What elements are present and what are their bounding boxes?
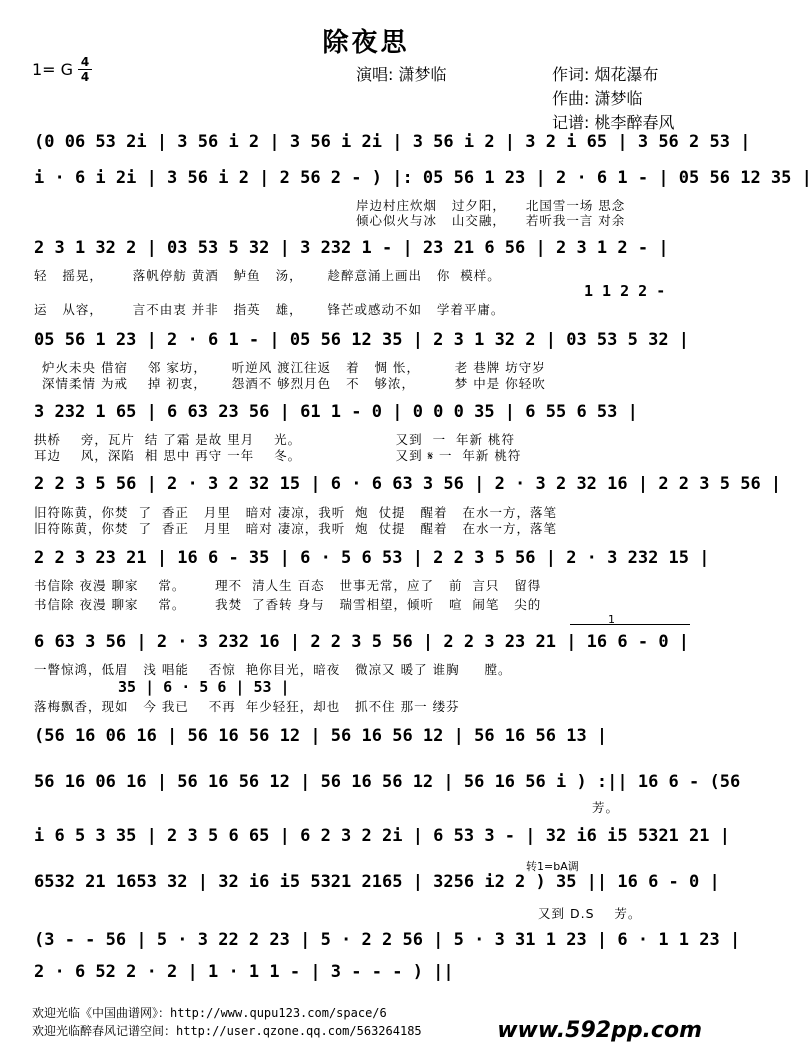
lyric-line-4b: 深情柔情 为戒 掉 初衷， 怨酒不 够烈月色 不 够浓， 梦 中是 你轻吹 bbox=[42, 376, 546, 391]
notation-line-4: 05 56 1 23 | 2 · 6 1 - | 05 56 12 35 | 2 3 1 32 2 | 03 53 5 32 | bbox=[34, 330, 690, 350]
lyric-line-2a: 岸边村庄炊烟 过夕阳， 北国雪一场 思念 bbox=[356, 198, 626, 213]
notation-line-8: 6 63 3 56 | 2 · 3 232 16 | 2 2 3 5 56 | 2 2 3 23 21 | 16 6 - 0 | bbox=[34, 632, 690, 652]
lyric-line-8c: 落梅飘香，现如 今 我已 不再 年少轻狂，却也 抓不住 那一 缕芬 bbox=[34, 699, 460, 714]
notation-line-3: 2 3 1 32 2 | 03 53 5 32 | 3 232 1 - | 23 21 6 56 | 2 3 1 2 - | bbox=[34, 238, 669, 258]
time-signature bbox=[78, 56, 92, 83]
volta-marker: 1 bbox=[608, 613, 615, 626]
notation-line-3-alt: 1 1 2 2 - bbox=[584, 282, 666, 300]
notation-line-10: 56 16 06 16 | 56 16 56 12 | 56 16 56 12 | 56 16 56 i ) :|| 16 6 - (56 bbox=[34, 772, 741, 792]
notation-line-14: 2 · 6 52 2 · 2 | 1 · 1 1 - | 3 - - - ) || bbox=[34, 962, 454, 982]
lyric-line-2b: 倾心似火与冰 山交融， 若听我一言 对余 bbox=[356, 213, 626, 228]
lyric-line-4a: 炉火未央 借宿 邻 家坊， 听逆风 渡江往返 着 惆 怅， 老 巷牌 坊守岁 bbox=[42, 360, 546, 375]
modulation-marker: 转1=bA调 bbox=[526, 860, 579, 873]
notation-line-13: (3 - - 56 | 5 · 3 22 2 23 | 5 · 2 2 56 | 5 · 3 31 1 23 | 6 · 1 1 23 | bbox=[34, 930, 741, 950]
page-title: 除夜思 bbox=[322, 28, 410, 58]
lyric-line-5b: 耳边 风，深陷 相 思中 再守 一年 冬。 又到 𝄋 一 年新 桃符 bbox=[34, 448, 522, 463]
singer-credit: 演唱: 潇梦临 bbox=[356, 65, 447, 84]
notation-line-7: 2 2 3 23 21 | 16 6 - 35 | 6 · 5 6 53 | 2 2 3 5 56 | 2 · 3 232 15 | bbox=[34, 548, 710, 568]
key-signature: 1= G bbox=[32, 60, 74, 79]
notation-line-1: (0 06 53 2i | 3 56 i 2 | 3 56 i 2i | 3 56 i 2 | 3 2 i 65 | 3 56 2 53 | bbox=[34, 132, 751, 152]
transcriber-credit: 记谱: 桃李醉春风 bbox=[552, 113, 675, 132]
lyric-line-8a: 一瞥惊鸿，低眉 浅 唱能 否惊 艳你目光，暗夜 微凉又 暖了 谁胸 膛。 bbox=[34, 662, 512, 677]
footer-link-2[interactable]: 欢迎光临醉春风记谱空间：http://user.qzone.qq.com/563264185 bbox=[32, 1024, 422, 1038]
lyric-line-7b: 书信除 夜漫 聊家 常。 我焚 了香转 身与 瑞雪相望，倾听 喧 闹笔 尖的 bbox=[34, 597, 542, 612]
time-signature-bottom: 4 bbox=[80, 70, 90, 84]
notation-line-12: 6532 21 1653 32 | 32 i6 i5 5321 2165 | 3256 i2 2 ) 35 || 16 6 - 0 | bbox=[34, 872, 720, 892]
composer-credit: 作曲: 潇梦临 bbox=[552, 89, 643, 108]
time-signature-top: 4 bbox=[80, 55, 90, 69]
notation-line-11: i 6 5 3 35 | 2 3 5 6 65 | 6 2 3 2 2i | 6 53 3 - | 32 i6 i5 5321 21 | bbox=[34, 826, 730, 846]
lyric-line-6a: 旧符陈黄，你焚 了 香正 月里 暗对 凄凉，我听 炮 仗提 醒着 在水一方，落笔 bbox=[34, 505, 557, 520]
lyric-line-10: 芳。 bbox=[592, 800, 620, 815]
notation-line-6: 2 2 3 5 56 | 2 · 3 2 32 15 | 6 · 6 63 3 56 | 2 · 3 2 32 16 | 2 2 3 5 56 | bbox=[34, 474, 782, 494]
watermark-logo: www.592pp.com bbox=[497, 1018, 702, 1043]
footer-link-1[interactable]: 欢迎光临《中国曲谱网》：http://www.qupu123.com/space/6 bbox=[32, 1006, 387, 1020]
lyric-line-6b: 旧符陈黄，你焚 了 香正 月里 暗对 凄凉，我听 炮 仗提 醒着 在水一方，落笔 bbox=[34, 521, 557, 536]
lyricist-credit: 作词: 烟花瀑布 bbox=[552, 65, 659, 84]
lyric-line-3a: 轻 摇晃， 落帆停舫 黄酒 鲈鱼 汤， 趁醉意涌上画出 你 模样。 bbox=[34, 268, 501, 283]
lyric-line-5a: 拱桥 旁，瓦片 结 了霜 是故 里月 光。 又到 一 年新 桃符 bbox=[34, 432, 516, 447]
lyric-line-3b: 运 从容， 言不由衷 并非 指英 雄， 锋芒或感动不如 学着平庸。 bbox=[34, 302, 505, 317]
volta-bracket bbox=[570, 624, 690, 625]
lyric-line-12: 又到 D.S 芳。 bbox=[538, 906, 642, 921]
lyric-line-7a: 书信除 夜漫 聊家 常。 理不 清人生 百态 世事无常，应了 前 言只 留得 bbox=[34, 578, 542, 593]
notation-line-5: 3 232 1 65 | 6 63 23 56 | 61 1 - 0 | 0 0 0 35 | 6 55 6 53 | bbox=[34, 402, 638, 422]
notation-line-9: (56 16 06 16 | 56 16 56 12 | 56 16 56 12 | 56 16 56 13 | bbox=[34, 726, 608, 746]
notation-line-2: i · 6 i 2i | 3 56 i 2 | 2 56 2 - ) |: 05 56 1 23 | 2 · 6 1 - | 05 56 12 35 | bbox=[34, 168, 812, 188]
notation-line-8-alt: 35 | 6 · 5 6 | 53 | bbox=[118, 678, 290, 696]
